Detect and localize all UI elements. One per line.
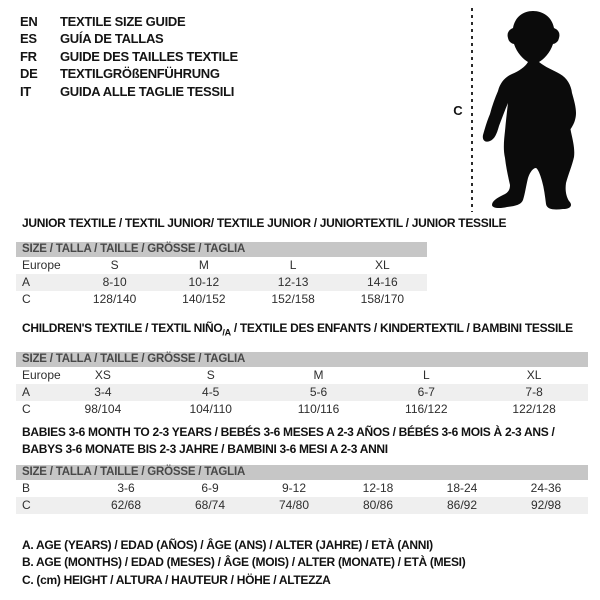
row-label: C	[22, 498, 31, 512]
language-code: ES	[20, 31, 37, 47]
size-cell: 7-8	[525, 385, 543, 399]
table-row	[16, 291, 427, 308]
size-cell: 9-12	[281, 481, 307, 495]
children-title-text: / TEXTILE DES ENFANTS / KINDERTEXTIL / BAMBINI TESSILE	[230, 321, 573, 335]
language-title-list	[20, 13, 238, 100]
babies-size-table	[16, 465, 588, 514]
language-label: TEXTILE SIZE GUIDE	[60, 14, 186, 29]
row-label: Europe	[22, 258, 61, 272]
size-cell: 14-16	[367, 275, 398, 289]
language-code: DE	[20, 66, 38, 82]
baby-silhouette-icon	[479, 7, 592, 213]
size-cell: 152/158	[271, 292, 315, 306]
language-row	[20, 83, 238, 100]
children-table-rows	[16, 367, 588, 418]
height-label: C	[453, 103, 463, 118]
language-row	[20, 13, 238, 30]
size-cell: M	[198, 258, 209, 272]
babies-section-title	[22, 424, 582, 458]
legend-note-b: B. AGE (MONTHS) / EDAD (MESES) / ÂGE (MOIS) / ALTER (MONATE) / ETÀ (MESI)	[22, 555, 466, 570]
size-cell: 128/140	[92, 292, 137, 306]
size-cell: XL	[526, 368, 542, 382]
table-row	[16, 257, 427, 274]
size-cell: 74/80	[278, 498, 310, 512]
language-row	[20, 48, 238, 65]
row-label: A	[22, 385, 31, 399]
language-row	[20, 65, 238, 82]
language-label: GUIDA ALLE TAGLIE TESSILI	[60, 83, 235, 99]
language-label: GUÍA DE TALLAS	[60, 31, 164, 47]
size-cell: L	[289, 258, 297, 272]
table-row	[16, 480, 588, 497]
size-header-bar: SIZE / TALLA / TAILLE / GRÖSSE / TAGLIA	[16, 242, 427, 257]
size-cell: 12-18	[362, 481, 394, 495]
size-cell: 12-13	[277, 275, 309, 289]
language-row	[20, 30, 238, 47]
size-cell: 140/152	[182, 292, 226, 306]
babies-title-line2: BABYS 3-6 MONATE BIS 2-3 JAHRE / BAMBINI 3-6 MESI A 2-3 ANNI	[22, 442, 388, 456]
size-cell: M	[313, 368, 324, 382]
language-code: FR	[20, 48, 37, 64]
size-cell: 6-9	[201, 481, 219, 495]
language-code: IT	[20, 83, 31, 99]
size-cell: L	[422, 368, 430, 382]
size-cell: 98/104	[84, 402, 122, 416]
children-section-title	[22, 321, 573, 339]
language-code: EN	[20, 14, 38, 29]
table-row	[16, 367, 588, 384]
height-measure-dotted-line	[471, 8, 473, 212]
size-header-bar: SIZE / TALLA / TAILLE / GRÖSSE / TAGLIA	[16, 352, 588, 367]
junior-size-table	[16, 242, 427, 308]
size-cell: 122/128	[512, 402, 556, 416]
size-cell: 10-12	[188, 275, 220, 289]
row-label: B	[22, 481, 31, 495]
size-header-bar: SIZE / TALLA / TAILLE / GRÖSSE / TAGLIA	[16, 465, 588, 480]
size-cell: 5-6	[309, 385, 328, 399]
children-title-text: CHILDREN'S TEXTILE / TEXTIL NIÑO	[22, 321, 223, 335]
legend-notes	[22, 537, 465, 589]
size-cell: 86/92	[446, 498, 478, 512]
junior-section-title: JUNIOR TEXTILE / TEXTIL JUNIOR/ TEXTILE JUNIOR / JUNIORTEXTIL / JUNIOR TESSILE	[22, 216, 507, 230]
size-cell: 116/122	[405, 402, 448, 416]
size-cell: S	[110, 258, 119, 272]
size-cell: XL	[375, 258, 390, 272]
language-label: TEXTILGRÖßENFÜHRUNG	[60, 66, 220, 82]
table-row	[16, 497, 588, 514]
size-cell: 110/116	[297, 402, 340, 416]
row-label: C	[22, 292, 31, 306]
babies-title-line1: BABIES 3-6 MONTH TO 2-3 YEARS / BEBÉS 3-6 MESES A 2-3 AÑOS / BÉBÉS 3-6 MOIS À 2-3 ANS /	[22, 425, 555, 439]
table-row	[16, 274, 427, 291]
children-size-table	[16, 352, 588, 418]
size-cell: 104/110	[189, 402, 232, 416]
legend-note-a: A. AGE (YEARS) / EDAD (AÑOS) / ÂGE (ANS) / ALTER (JAHRE) / ETÀ (ANNI)	[22, 538, 433, 552]
size-cell: 8-10	[102, 275, 127, 289]
size-cell: 3-4	[94, 385, 112, 399]
junior-table-rows	[16, 257, 427, 308]
row-label: Europe	[22, 368, 61, 382]
size-cell: XS	[94, 368, 111, 382]
children-title-subscript: /A	[222, 327, 231, 338]
size-cell: 80/86	[362, 498, 394, 512]
language-label: GUIDE DES TAILLES TEXTILE	[60, 48, 238, 64]
size-cell: 24-36	[530, 481, 562, 495]
size-cell: 62/68	[110, 498, 142, 512]
size-cell: 3-6	[117, 481, 135, 495]
size-cell: S	[206, 368, 215, 382]
size-cell: 6-7	[417, 385, 435, 399]
table-row	[16, 401, 588, 418]
row-label: C	[22, 402, 31, 416]
size-cell: 158/170	[360, 292, 405, 306]
babies-table-rows	[16, 480, 588, 514]
size-cell: 18-24	[446, 481, 478, 495]
size-cell: 4-5	[202, 385, 220, 399]
size-cell: 68/74	[194, 498, 226, 512]
table-row	[16, 384, 588, 401]
legend-note-c: C. (cm) HEIGHT / ALTURA / HAUTEUR / HÖHE / ALTEZZA	[22, 572, 331, 587]
size-cell: 92/98	[530, 498, 562, 512]
row-label: A	[22, 275, 31, 289]
